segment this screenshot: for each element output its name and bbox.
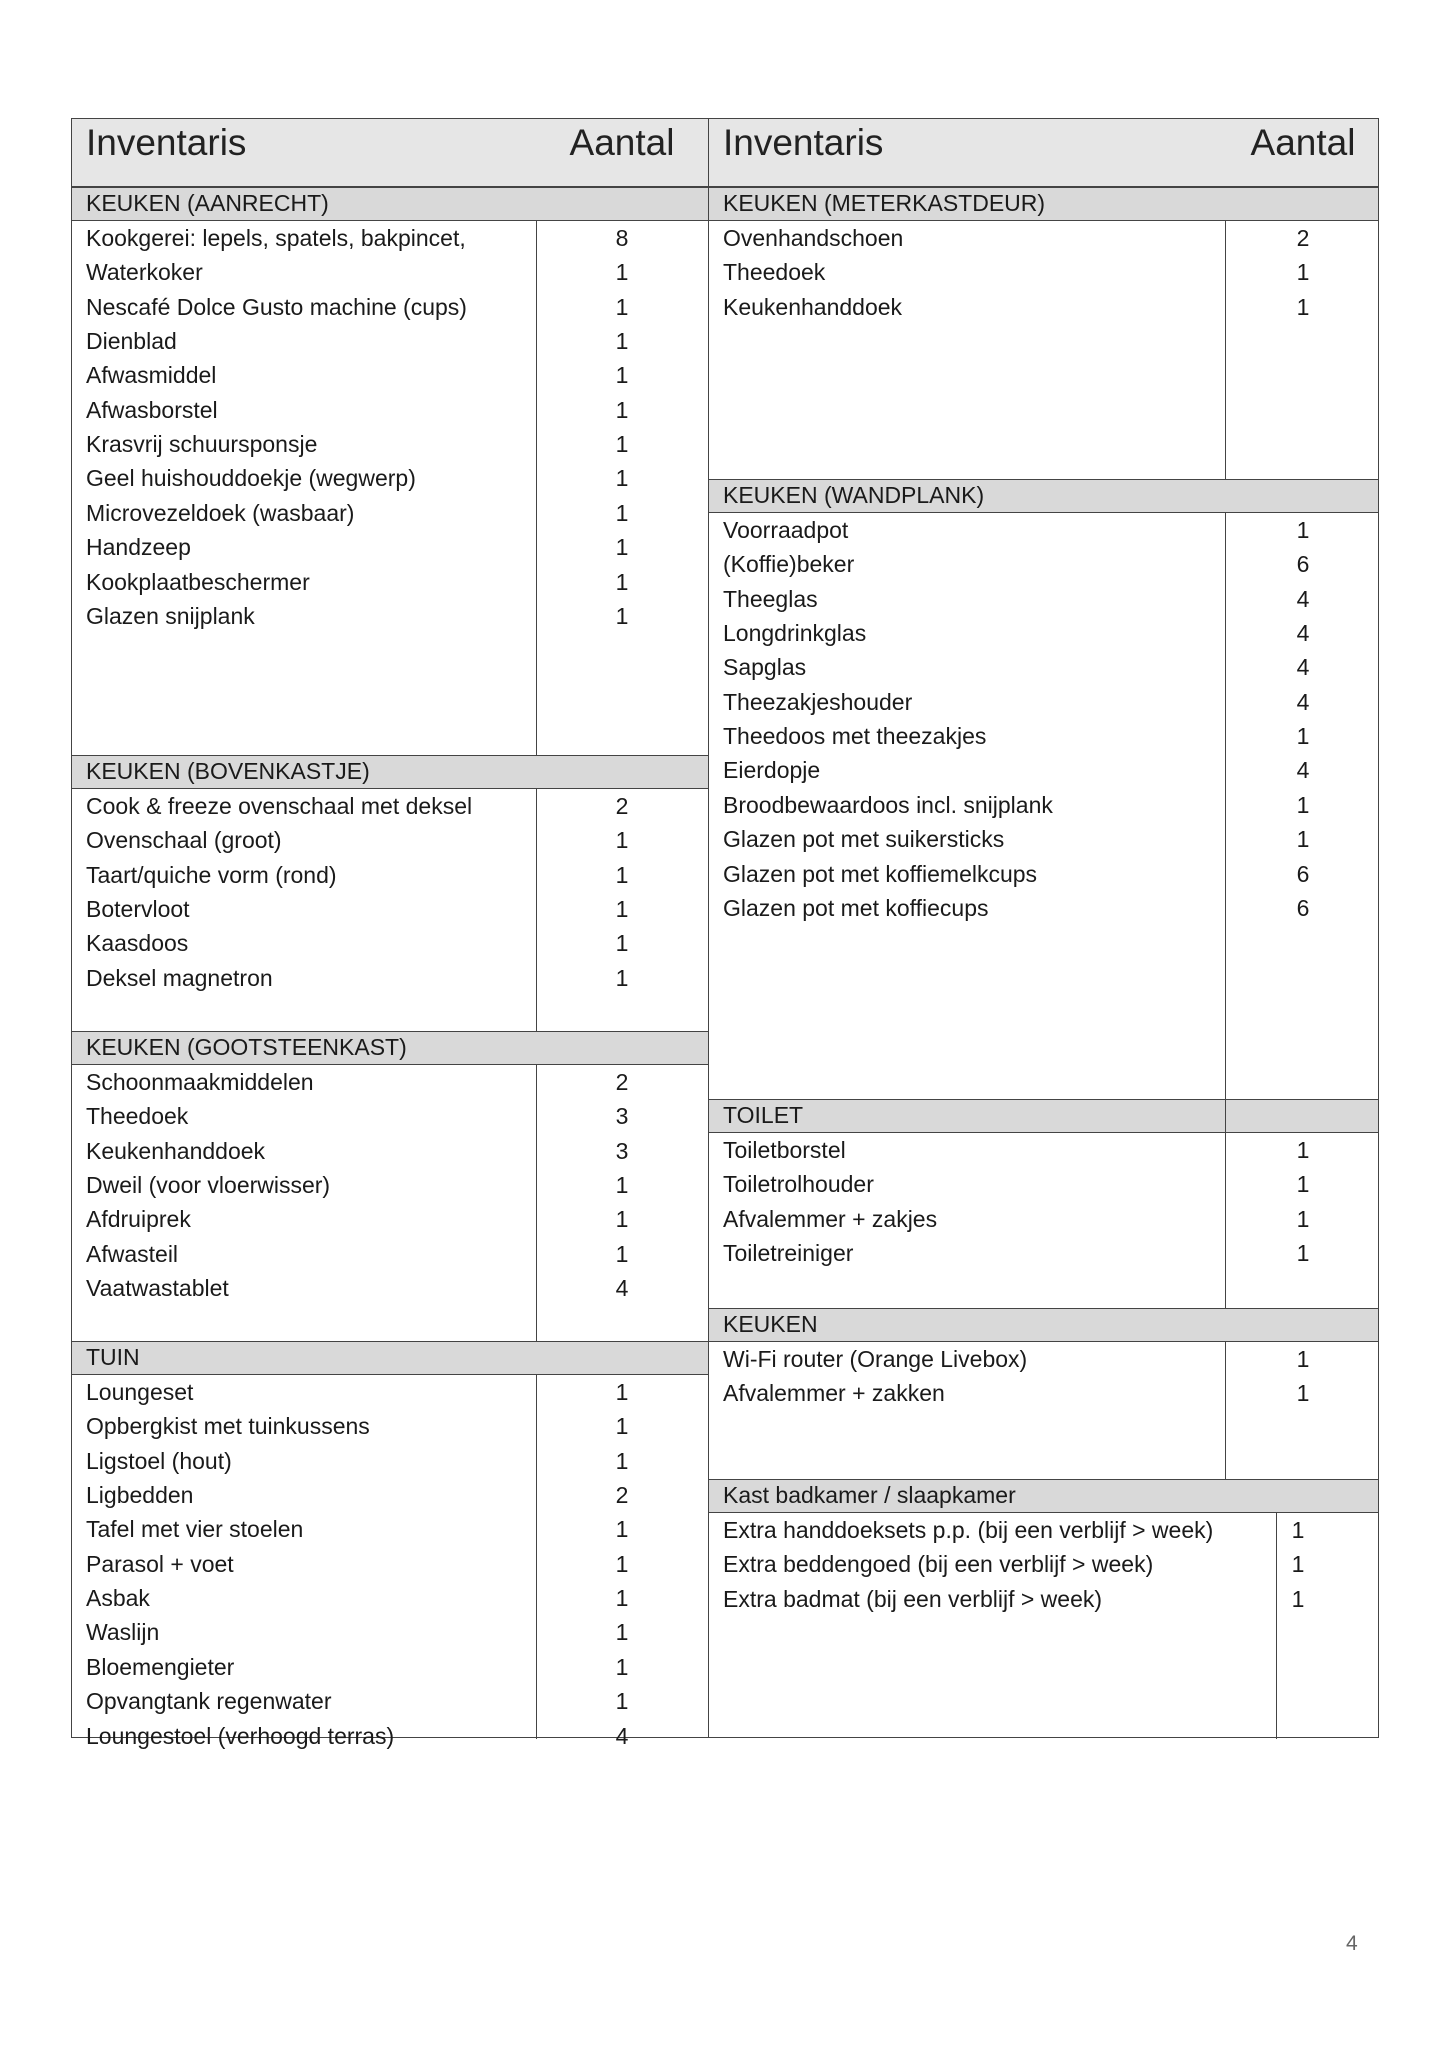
item-quantity: 1 (615, 499, 629, 526)
inventory-row (72, 221, 708, 255)
item-name: Krasvrij schuursponsje (86, 431, 318, 458)
right-header (709, 119, 1378, 187)
item-name: Theeglas (723, 585, 818, 612)
item-name: Loungestoel (verhoogd terras) (86, 1722, 395, 1749)
item-name: Voorraadpot (723, 517, 849, 543)
item-name: Glazen pot met suikersticks (723, 826, 1005, 853)
inventory-row (709, 1236, 1378, 1270)
right-column (708, 119, 1378, 1737)
item-name: Geel huishouddoekje (wegwerp) (86, 465, 416, 492)
section-heading: TUIN (72, 1341, 708, 1375)
item-name: Deksel magnetron (86, 964, 273, 991)
item-name: Afvalemmer + zakken (723, 1380, 945, 1407)
item-name: Afwasborstel (86, 396, 218, 423)
item-quantity: 1 (1296, 259, 1310, 286)
item-name: Nescafé Dolce Gusto machine (cups) (86, 293, 467, 320)
item-quantity: 1 (615, 1172, 629, 1199)
item-quantity: 1 (1296, 1137, 1310, 1163)
item-quantity: 1 (615, 1413, 629, 1440)
item-name: Bloemengieter (86, 1653, 235, 1680)
inventory-row (709, 685, 1378, 719)
item-name: Microvezeldoek (wasbaar) (86, 499, 355, 526)
item-quantity: 1 (615, 328, 629, 355)
item-name: Glazen pot met koffiecups (723, 894, 989, 921)
page-number: 4 (1346, 1932, 1358, 1955)
item-name: Afwasteil (86, 1240, 179, 1267)
item-quantity: 6 (1296, 894, 1310, 921)
inventory-row (709, 1513, 1378, 1547)
item-quantity: 1 (1296, 1171, 1310, 1198)
inventory-table (71, 118, 1379, 1749)
item-name: Botervloot (86, 896, 190, 923)
item-quantity: 4 (1296, 585, 1310, 612)
inventory-row (709, 857, 1378, 891)
inventory-row (72, 324, 708, 358)
inventory-row (709, 1376, 1378, 1410)
item-name: Extra badmat (bij een verblijf > week) (723, 1585, 1103, 1612)
inventory-row (72, 1547, 708, 1581)
item-quantity: 1 (615, 1240, 629, 1267)
inventory-row (709, 1202, 1378, 1236)
item-quantity: 1 (615, 1516, 629, 1543)
item-quantity: 6 (1296, 860, 1310, 887)
item-quantity: 1 (1296, 1240, 1310, 1267)
inventory-row (72, 789, 708, 823)
inventory-row (72, 858, 708, 892)
item-quantity: 1 (1296, 517, 1310, 543)
inventory-row (72, 1168, 708, 1202)
inventory-row (72, 1581, 708, 1615)
item-name: Afwasmiddel (86, 362, 217, 389)
item-name: Waterkoker (86, 259, 203, 286)
inventory-row (72, 961, 708, 995)
item-quantity: 1 (1291, 1551, 1305, 1578)
inventory-row (72, 1615, 708, 1649)
item-name: Extra handdoeksets p.p. (bij een verblijf > week) (723, 1517, 1214, 1543)
inventory-row (72, 1409, 708, 1443)
section-heading: KEUKEN (WANDPLANK) (709, 479, 1378, 513)
item-quantity: 4 (615, 1722, 629, 1749)
inventory-row (72, 1375, 708, 1409)
item-name: Parasol + voet (86, 1550, 234, 1577)
heading-divider (1225, 1099, 1226, 1133)
inventory-row (72, 1237, 708, 1271)
inventory-row (72, 823, 708, 857)
inventory-row (72, 1719, 708, 1753)
item-quantity: 1 (615, 1379, 629, 1405)
item-quantity: 1 (615, 1653, 629, 1680)
item-quantity: 1 (1296, 826, 1310, 853)
item-name: Theedoek (723, 259, 826, 286)
item-name: (Koffie)beker (723, 551, 855, 578)
item-name: Handzeep (86, 534, 191, 561)
item-quantity: 4 (1296, 688, 1310, 715)
left-column (72, 119, 708, 1749)
item-quantity: 1 (615, 896, 629, 923)
item-quantity: 1 (615, 259, 629, 286)
item-quantity: 1 (1296, 723, 1310, 750)
item-quantity: 1 (1296, 293, 1310, 320)
item-name: Eierdopje (723, 757, 821, 784)
item-name: Ovenschaal (groot) (86, 827, 282, 854)
item-quantity: 1 (1296, 1346, 1310, 1372)
inventory-row (709, 255, 1378, 289)
inventory-row (72, 530, 708, 564)
item-name: Theedoos met theezakjes (723, 723, 987, 750)
item-quantity: 2 (615, 1069, 629, 1095)
section-heading: KEUKEN (AANRECHT) (72, 187, 708, 221)
item-name: Asbak (86, 1585, 150, 1612)
right-header-count: Aantal (1250, 122, 1356, 163)
inventory-row (72, 565, 708, 599)
left-header-count: Aantal (569, 122, 675, 163)
inventory-row (72, 290, 708, 324)
item-quantity: 1 (615, 964, 629, 991)
section-heading: KEUKEN (GOOTSTEENKAST) (72, 1031, 708, 1065)
item-quantity: 1 (615, 534, 629, 561)
inventory-row (72, 461, 708, 495)
inventory-row (709, 719, 1378, 753)
inventory-row (709, 753, 1378, 787)
inventory-row (72, 393, 708, 427)
inventory-row (709, 513, 1378, 547)
inventory-row (72, 1065, 708, 1099)
inventory-row (72, 255, 708, 289)
item-name: Dienblad (86, 328, 177, 355)
inventory-row (72, 358, 708, 392)
item-name: Dweil (voor vloerwisser) (86, 1172, 331, 1199)
inventory-row (72, 496, 708, 530)
item-quantity: 2 (615, 1482, 629, 1509)
item-name: Glazen pot met koffiemelkcups (723, 860, 1038, 887)
item-quantity: 1 (615, 396, 629, 423)
item-quantity: 4 (1296, 654, 1310, 681)
inventory-row (709, 1547, 1378, 1581)
item-name: Tafel met vier stoelen (86, 1516, 304, 1543)
inventory-row (709, 1133, 1378, 1167)
item-quantity: 1 (1296, 1205, 1310, 1232)
item-quantity: 1 (615, 1550, 629, 1577)
item-name: Kookgerei: lepels, spatels, bakpincet, (86, 225, 466, 251)
left-header (72, 119, 708, 187)
inventory-row (709, 290, 1378, 324)
inventory-row (709, 547, 1378, 581)
section-heading: TOILET (709, 1099, 1378, 1133)
inventory-row (72, 1444, 708, 1478)
item-name: Extra beddengoed (bij een verblijf > week) (723, 1551, 1154, 1578)
inventory-row (709, 582, 1378, 616)
item-name: Schoonmaakmiddelen (86, 1069, 314, 1095)
item-name: Sapglas (723, 654, 807, 681)
item-quantity: 3 (615, 1103, 629, 1130)
item-quantity: 1 (1291, 1585, 1305, 1612)
inventory-row (72, 1650, 708, 1684)
item-name: Ligstoel (hout) (86, 1447, 232, 1474)
left-header-title: Inventaris (86, 122, 247, 163)
item-quantity: 1 (1296, 791, 1310, 818)
item-quantity: 4 (1296, 620, 1310, 647)
item-quantity: 1 (1296, 1380, 1310, 1407)
item-name: Taart/quiche vorm (rond) (86, 861, 337, 888)
inventory-row (709, 891, 1378, 925)
item-name: Keukenhanddoek (86, 1137, 266, 1164)
item-name: Toiletborstel (723, 1137, 846, 1163)
inventory-row (709, 788, 1378, 822)
item-quantity: 1 (615, 1447, 629, 1474)
item-name: Opvangtank regenwater (86, 1688, 332, 1715)
inventory-row (709, 221, 1378, 255)
item-quantity: 1 (615, 861, 629, 888)
item-name: Wi-Fi router (Orange Livebox) (723, 1346, 1028, 1372)
inventory-row (709, 616, 1378, 650)
item-quantity: 4 (615, 1275, 629, 1302)
item-quantity: 8 (615, 225, 629, 251)
inventory-row (72, 892, 708, 926)
item-quantity: 1 (615, 930, 629, 957)
inventory-row (72, 1134, 708, 1168)
inventory-row (72, 1684, 708, 1718)
item-quantity: 1 (1291, 1517, 1305, 1543)
item-name: Keukenhanddoek (723, 293, 903, 320)
item-quantity: 1 (615, 465, 629, 492)
item-quantity: 1 (615, 1585, 629, 1612)
item-quantity: 1 (615, 602, 629, 629)
section-heading: Kast badkamer / slaapkamer (709, 1479, 1378, 1513)
item-name: Theedoek (86, 1103, 189, 1130)
item-name: Loungeset (86, 1379, 194, 1405)
item-quantity: 1 (615, 1688, 629, 1715)
inventory-row (72, 926, 708, 960)
item-quantity: 1 (615, 1619, 629, 1646)
section-heading: KEUKEN (METERKASTDEUR) (709, 187, 1378, 221)
inventory-row (72, 1512, 708, 1546)
item-name: Kaasdoos (86, 930, 189, 957)
inventory-row (72, 599, 708, 633)
item-quantity: 4 (1296, 757, 1310, 784)
inventory-row (709, 1582, 1378, 1616)
inventory-row (72, 1099, 708, 1133)
item-name: Glazen snijplank (86, 602, 255, 629)
item-quantity: 1 (615, 568, 629, 595)
item-quantity: 3 (615, 1137, 629, 1164)
inventory-row (72, 1478, 708, 1512)
item-name: Afdruiprek (86, 1206, 191, 1233)
right-header-title: Inventaris (723, 122, 884, 163)
inventory-row (709, 1167, 1378, 1201)
item-name: Ligbedden (86, 1482, 194, 1509)
item-name: Toiletrolhouder (723, 1171, 874, 1198)
item-name: Kookplaatbeschermer (86, 568, 310, 595)
item-name: Vaatwastablet (86, 1275, 229, 1302)
item-quantity: 1 (615, 293, 629, 320)
item-name: Cook & freeze ovenschaal met deksel (86, 793, 473, 819)
item-name: Longdrinkglas (723, 620, 867, 647)
item-quantity: 6 (1296, 551, 1310, 578)
section-heading: KEUKEN (BOVENKASTJE) (72, 755, 708, 789)
inventory-row (72, 427, 708, 461)
item-name: Waslijn (86, 1619, 160, 1646)
inventory-row (709, 1342, 1378, 1376)
inventory-row (72, 1271, 708, 1305)
item-quantity: 2 (615, 793, 629, 819)
item-name: Opbergkist met tuinkussens (86, 1413, 370, 1440)
section-heading: KEUKEN (709, 1308, 1378, 1342)
inventory-row (709, 822, 1378, 856)
inventory-row (72, 1202, 708, 1236)
item-quantity: 1 (615, 431, 629, 458)
item-name: Toiletreiniger (723, 1240, 854, 1267)
item-name: Afvalemmer + zakjes (723, 1205, 938, 1232)
item-name: Ovenhandschoen (723, 225, 904, 251)
item-quantity: 1 (615, 362, 629, 389)
item-quantity: 1 (615, 1206, 629, 1233)
item-quantity: 1 (615, 827, 629, 854)
item-name: Broodbewaardoos incl. snijplank (723, 791, 1053, 818)
item-quantity: 2 (1296, 225, 1310, 251)
item-name: Theezakjeshouder (723, 688, 913, 715)
inventory-row (709, 650, 1378, 684)
